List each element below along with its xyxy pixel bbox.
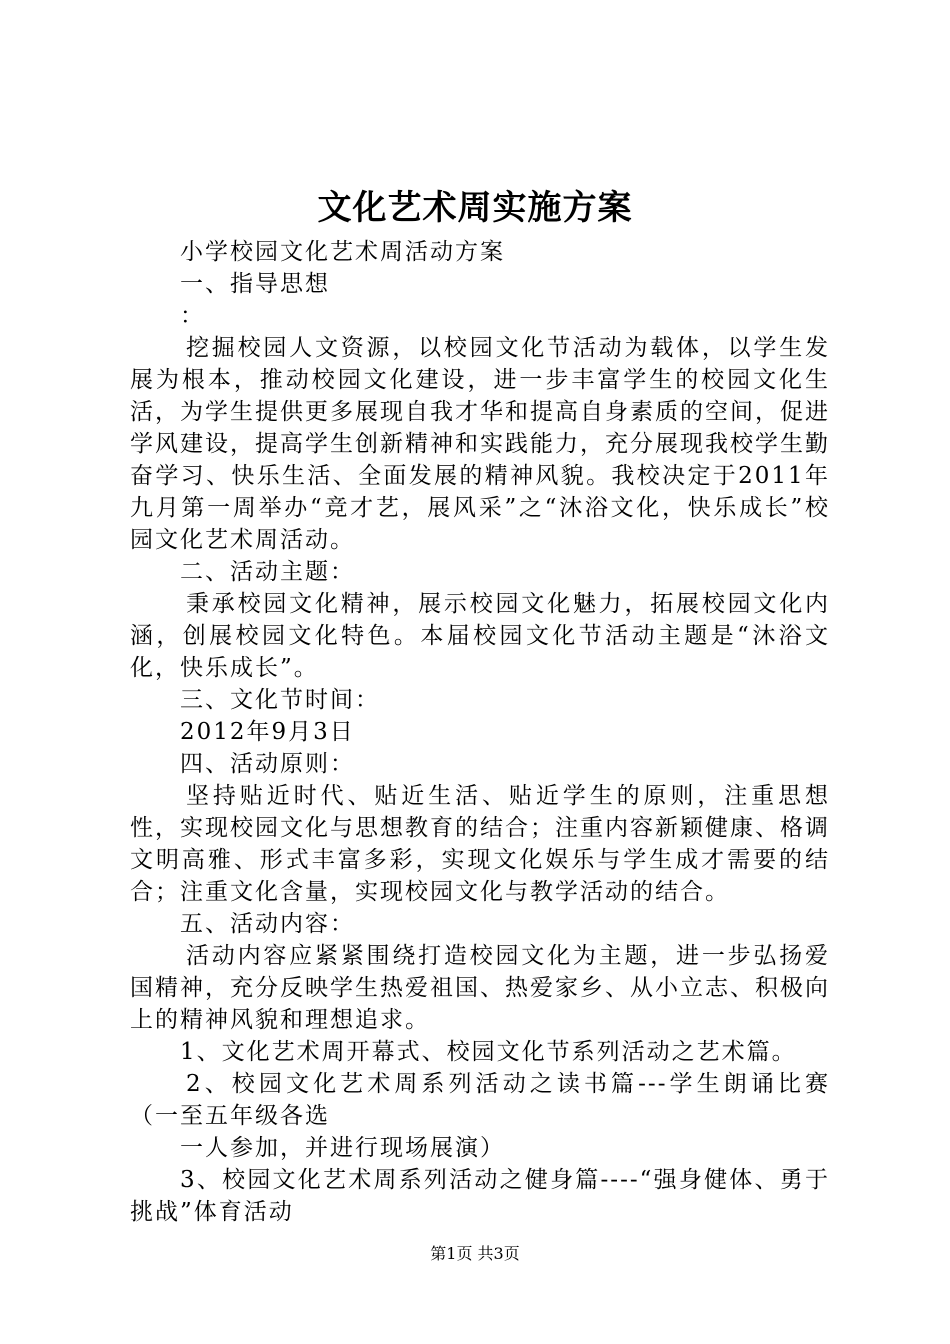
list-item-2: 2、校园文化艺术周系列活动之读书篇---学生朗诵比赛（一至五年级各选 <box>130 1071 830 1129</box>
section-heading-activity-theme: 二、活动主题： <box>180 559 355 585</box>
section-heading-festival-time: 三、文化节时间： <box>180 687 380 713</box>
paragraph-activity-content: 活动内容应紧紧围绕打造校园文化为主题，进一步弘扬爱国精神，充分反映学生热爱祖国、热爱家乡、从小立志、积极向上的精神风貌和理想追求。 <box>130 943 830 1033</box>
section-heading-activity-content: 五、活动内容： <box>180 911 355 937</box>
paragraph-activity-theme: 秉承校园文化精神，展示校园文化魅力，拓展校园文化内涵，创展校园文化特色。本届校园文化节活动主题是“沐浴文化，快乐成长”。 <box>130 591 830 681</box>
list-item-3: 3、校园文化艺术周系列活动之健身篇----“强身健体、勇于挑战”体育活动 <box>130 1167 830 1225</box>
paragraph-activity-principles: 坚持贴近时代、贴近生活、贴近学生的原则，注重思想性，实现校园文化与思想教育的结合；注重内容新颖健康、格调文明高雅、形式丰富多彩，实现文化娱乐与学生成才需要的结合；注重文化含量，实现校园文化与教学活动的结合。 <box>130 783 830 905</box>
document-title: 文化艺术周实施方案 <box>317 188 633 228</box>
paragraph-guiding-ideology: 挖掘校园人文资源，以校园文化节活动为载体，以学生发展为根本，推动校园文化建设，进一步丰富学生的校园文化生活，为学生提供更多展现自我才华和提高自身素质的空间，促进学风建设，提高学生创新精神和实践能力，充分展现我校学生勤奋学习、快乐生活、全面发展的精神风貌。我校决定于2011年九月第一周举办“竞才艺，展风采”之“沐浴文化，快乐成长”校园文化艺术周活动。 <box>130 335 830 553</box>
section-heading-activity-principles: 四、活动原则： <box>180 751 355 777</box>
list-item-1: 1、文化艺术周开幕式、校园文化节系列活动之艺术篇。 <box>180 1039 797 1065</box>
paragraph-festival-date: 2012年9月3日 <box>180 719 355 745</box>
list-item-2-continuation: 一人参加，并进行现场展演） <box>180 1135 505 1161</box>
document-body <box>130 236 830 1228</box>
subtitle-paragraph: 小学校园文化艺术周活动方案 <box>180 239 505 265</box>
section-heading-guiding-ideology: 一、指导思想 <box>180 271 330 297</box>
page-indicator: 第1页 共3页 <box>430 1244 520 1263</box>
colon-line: ： <box>180 303 205 329</box>
